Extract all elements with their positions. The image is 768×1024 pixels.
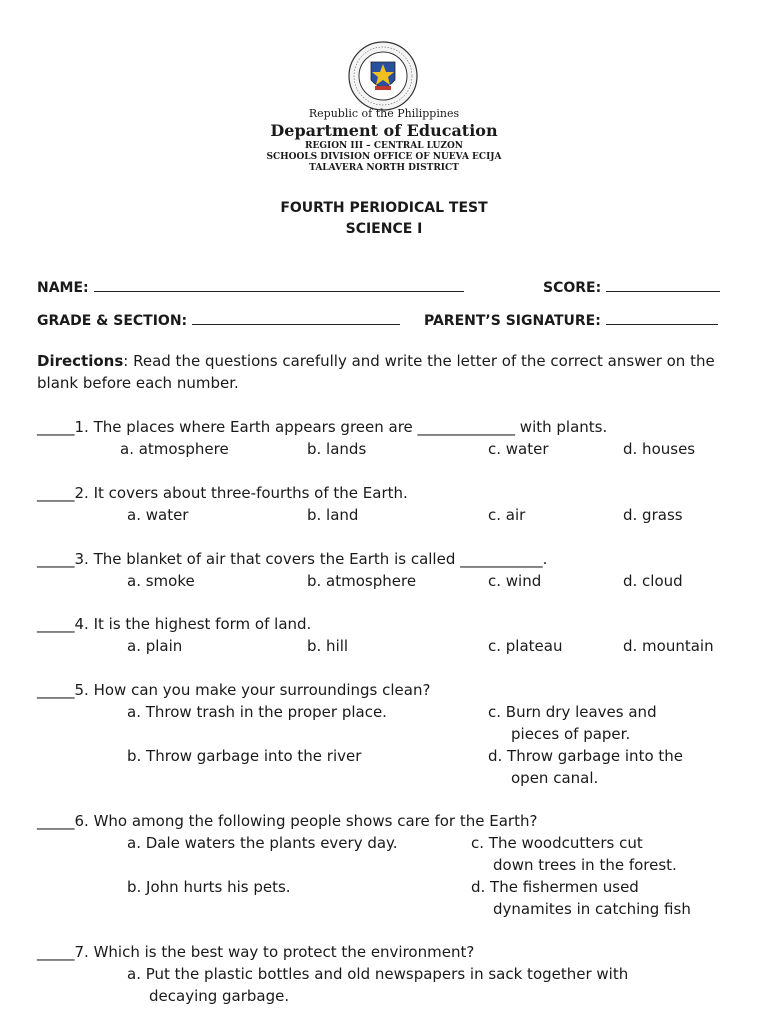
name-label: NAME:	[37, 280, 89, 296]
question-1-option-c: c. water	[488, 440, 549, 458]
district-label: TALAVERA NORTH DISTRICT	[309, 163, 459, 173]
directions-label: Directions	[37, 352, 124, 370]
question-5-option-c-line1: c. Burn dry leaves and	[488, 703, 657, 721]
question-4-option-d: d. mountain	[623, 637, 714, 655]
question-1-option-d: d. houses	[623, 440, 696, 458]
division-label: SCHOOLS DIVISION OFFICE OF NUEVA ECIJA	[266, 152, 502, 162]
question-7-option-a-line1: a. Put the plastic bottles and old newspapers in sack together with	[127, 965, 629, 983]
name-blank[interactable]	[94, 277, 464, 292]
question-2-option-c: c. air	[488, 506, 526, 524]
question-6-option-d-line2: dynamites in catching fish	[493, 900, 691, 918]
question-3-option-a: a. smoke	[127, 572, 195, 590]
question-6-option-a: a. Dale waters the plants every day.	[127, 834, 398, 852]
question-3-option-c: c. wind	[488, 572, 542, 590]
question-3-option-d: d. cloud	[623, 572, 683, 590]
test-title: FOURTH PERIODICAL TEST	[280, 200, 488, 216]
question-4-stem: _____4. It is the highest form of land.	[37, 615, 312, 633]
question-5-option-b: b. Throw garbage into the river	[127, 747, 362, 765]
question-7-option-a-line2: decaying garbage.	[149, 987, 290, 1005]
question-1-option-b: b. lands	[307, 440, 367, 458]
question-4-option-c: c. plateau	[488, 637, 563, 655]
question-3-option-b: b. atmosphere	[307, 572, 417, 590]
question-1-option-a: a. atmosphere	[120, 440, 229, 458]
directions	[37, 350, 737, 394]
question-2-option-b: b. land	[307, 506, 359, 524]
question-4-option-a: a. plain	[127, 637, 183, 655]
score-field	[543, 277, 720, 296]
question-6-option-c-line1: c. The woodcutters cut	[471, 834, 643, 852]
grade-section-label: GRADE & SECTION:	[37, 313, 188, 329]
republic-label: Republic of the Philippines	[308, 107, 460, 120]
question-6-option-b: b. John hurts his pets.	[127, 878, 291, 896]
question-3-stem: _____3. The blanket of air that covers the Earth is called ___________.	[37, 550, 548, 568]
region-label: REGION III – CENTRAL LUZON	[304, 141, 464, 151]
name-field	[37, 277, 464, 296]
directions-text: : Read the questions carefully and write the letter of the correct answer on the blank before each number.	[37, 352, 715, 392]
question-2-option-d: d. grass	[623, 506, 683, 524]
question-2-option-a: a. water	[127, 506, 189, 524]
parent-signature-blank[interactable]	[606, 310, 718, 325]
question-6-option-d-line1: d. The fishermen used	[471, 878, 639, 896]
question-7-stem: _____7. Which is the best way to protect the environment?	[37, 943, 475, 961]
question-6-option-c-line2: down trees in the forest.	[493, 856, 677, 874]
question-6-stem: _____6. Who among the following people shows care for the Earth?	[37, 812, 538, 830]
question-5-option-d-line2: open canal.	[511, 769, 599, 787]
question-5-option-d-line1: d. Throw garbage into the	[488, 747, 684, 765]
question-5-option-a: a. Throw trash in the proper place.	[127, 703, 387, 721]
parent-signature-field	[424, 310, 718, 329]
score-label: SCORE:	[543, 280, 602, 296]
department-title: Department of Education	[270, 121, 498, 140]
deped-seal-icon	[337, 40, 429, 112]
parent-signature-label: PARENT’S SIGNATURE:	[424, 313, 601, 329]
question-4-option-b: b. hill	[307, 637, 349, 655]
grade-section-field	[37, 310, 400, 329]
question-5-option-c-line2: pieces of paper.	[511, 725, 631, 743]
question-2-stem: _____2. It covers about three-fourths of the Earth.	[37, 484, 408, 502]
test-subject: SCIENCE I	[345, 221, 423, 237]
score-blank[interactable]	[606, 277, 720, 292]
question-5-stem: _____5. How can you make your surroundings clean?	[37, 681, 431, 699]
grade-section-blank[interactable]	[192, 310, 400, 325]
question-1-stem: _____1. The places where Earth appears green are _____________ with plants.	[37, 418, 608, 436]
